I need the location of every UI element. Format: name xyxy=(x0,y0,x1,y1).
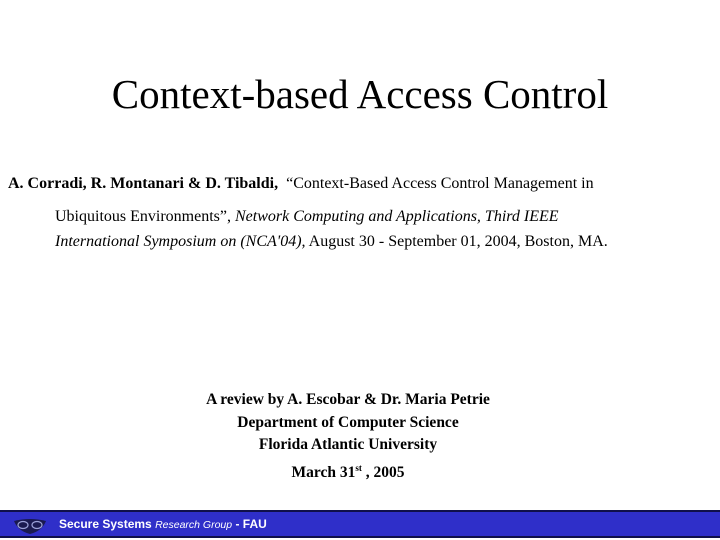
citation xyxy=(8,171,708,254)
footer-text: Secure Systems Research Group - FAU xyxy=(59,517,267,531)
citation-date-location: August 30 - September 01, 2004, Boston, MA. xyxy=(308,233,608,250)
review-info xyxy=(0,389,696,484)
citation-venue: Network Computing and Applications, Third IEEE xyxy=(234,208,559,225)
review-university: Florida Atlantic University xyxy=(258,436,438,453)
citation-paper-title-cont: Ubiquitous Environments”, xyxy=(55,208,231,225)
citation-venue-cont: International Symposium on (NCA'04), xyxy=(55,233,306,250)
review-department: Department of Computer Science xyxy=(237,413,459,431)
review-authors: A review by A. Escobar & Dr. Maria Petrie xyxy=(206,391,490,408)
owl-logo-icon xyxy=(12,517,48,535)
citation-paper-title: “Context-Based Access Control Management in xyxy=(286,175,594,192)
footer-bar xyxy=(0,510,720,538)
citation-authors: A. Corradi, R. Montanari & D. Tibaldi, xyxy=(8,175,279,192)
review-date: March 31st , 2005 xyxy=(291,462,405,481)
slide-title: Context-based Access Control xyxy=(111,71,609,117)
